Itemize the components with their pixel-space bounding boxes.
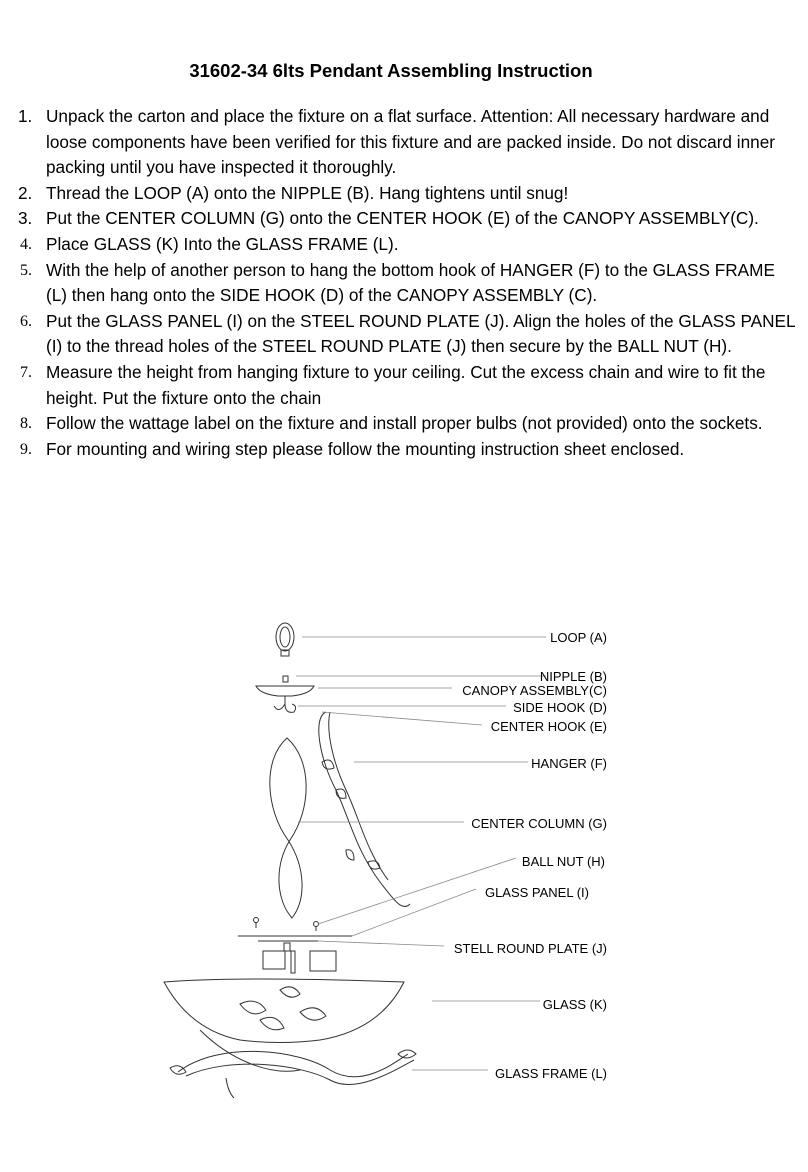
step-number: 9. [20,440,32,458]
center-column-part [270,738,306,918]
glass-bowl-part [164,979,404,1043]
instruction-list [18,104,798,462]
label-nipple: NIPPLE (B) [539,669,607,684]
canopy-part [256,686,314,712]
step-number: 8. [20,415,32,433]
step-7 [18,360,798,411]
step-number: 2. [18,182,33,203]
step-4 [18,232,798,258]
step-text: Unpack the carton and place the fixture on a flat surface. Attention: All necessary hardware and loose components have been verified for this fixture and are packed inside. Do not discard inner packing until you have inspected it thoroughly. [46,106,775,178]
step-number: 5. [20,261,32,279]
step-number: 3. [18,208,33,229]
ball-nut-part [254,918,319,932]
label-loop: LOOP (A) [550,630,607,645]
nipple-part [283,676,288,682]
step-text: Follow the wattage label on the fixture and install proper bulbs (not provided) onto the sockets. [46,413,763,434]
hanger-part [319,712,410,907]
step-number: 4. [20,235,32,253]
label-center-column: CENTER COLUMN (G) [471,816,607,831]
glass-panel-leader-line [352,889,476,936]
center-hook-leader-line [322,712,482,725]
step-6 [18,309,798,360]
step-text: Place GLASS (K) Into the GLASS FRAME (L). [46,233,399,254]
label-center-hook: CENTER HOOK (E) [490,719,607,734]
step-9 [18,437,798,463]
label-hanger: HANGER (F) [531,756,607,771]
step-8 [18,411,798,437]
step-text: Measure the height from hanging fixture to your ceiling. Cut the excess chain and wire to fit the height. Put the fixture onto the chain [46,361,766,408]
label-glass-panel: GLASS PANEL (I) [484,885,589,900]
steel-round-plate-part [258,941,336,973]
page-title: 31602-34 6lts Pendant Assembling Instruction [189,60,593,81]
loop-part [276,623,294,656]
step-text: For mounting and wiring step please follow the mounting instruction sheet enclosed. [46,438,685,459]
label-ball-nut: BALL NUT (H) [521,854,605,869]
plate-leader-line [318,941,444,946]
step-text: Put the CENTER COLUMN (G) onto the CENTER HOOK (E) of the CANOPY ASSEMBLY(C). [46,208,759,229]
label-glass-frame: GLASS FRAME (L) [495,1066,607,1081]
step-5 [18,258,798,309]
step-1 [18,104,798,181]
step-number: 1. [18,106,33,126]
step-2 [18,181,798,207]
label-canopy: CANOPY ASSEMBLY(C) [462,683,607,698]
glass-frame-part [170,1030,416,1098]
step-text: Thread the LOOP (A) onto the NIPPLE (B). Hang tightens until snug! [46,182,569,203]
step-3 [18,206,798,232]
step-number: 7. [20,363,32,381]
label-glass: GLASS (K) [542,997,607,1012]
step-text: Put the GLASS PANEL (I) on the STEEL ROUND PLATE (J). Align the holes of the GLASS PANEL (I) to the thread holes of the STEEL ROUND PLATE (J) then secure by the BALL NUT (H). [46,310,795,357]
step-number: 6. [20,312,32,330]
label-plate: STELL ROUND PLATE (J) [453,941,607,956]
label-side-hook: SIDE HOOK (D) [513,700,607,715]
exploded-view-diagram [0,600,808,1120]
step-text: With the help of another person to hang the bottom hook of HANGER (F) to the GLASS FRAME (L) then hang onto the SIDE HOOK (D) of the CANOPY ASSEMBLY (C). [46,259,775,306]
